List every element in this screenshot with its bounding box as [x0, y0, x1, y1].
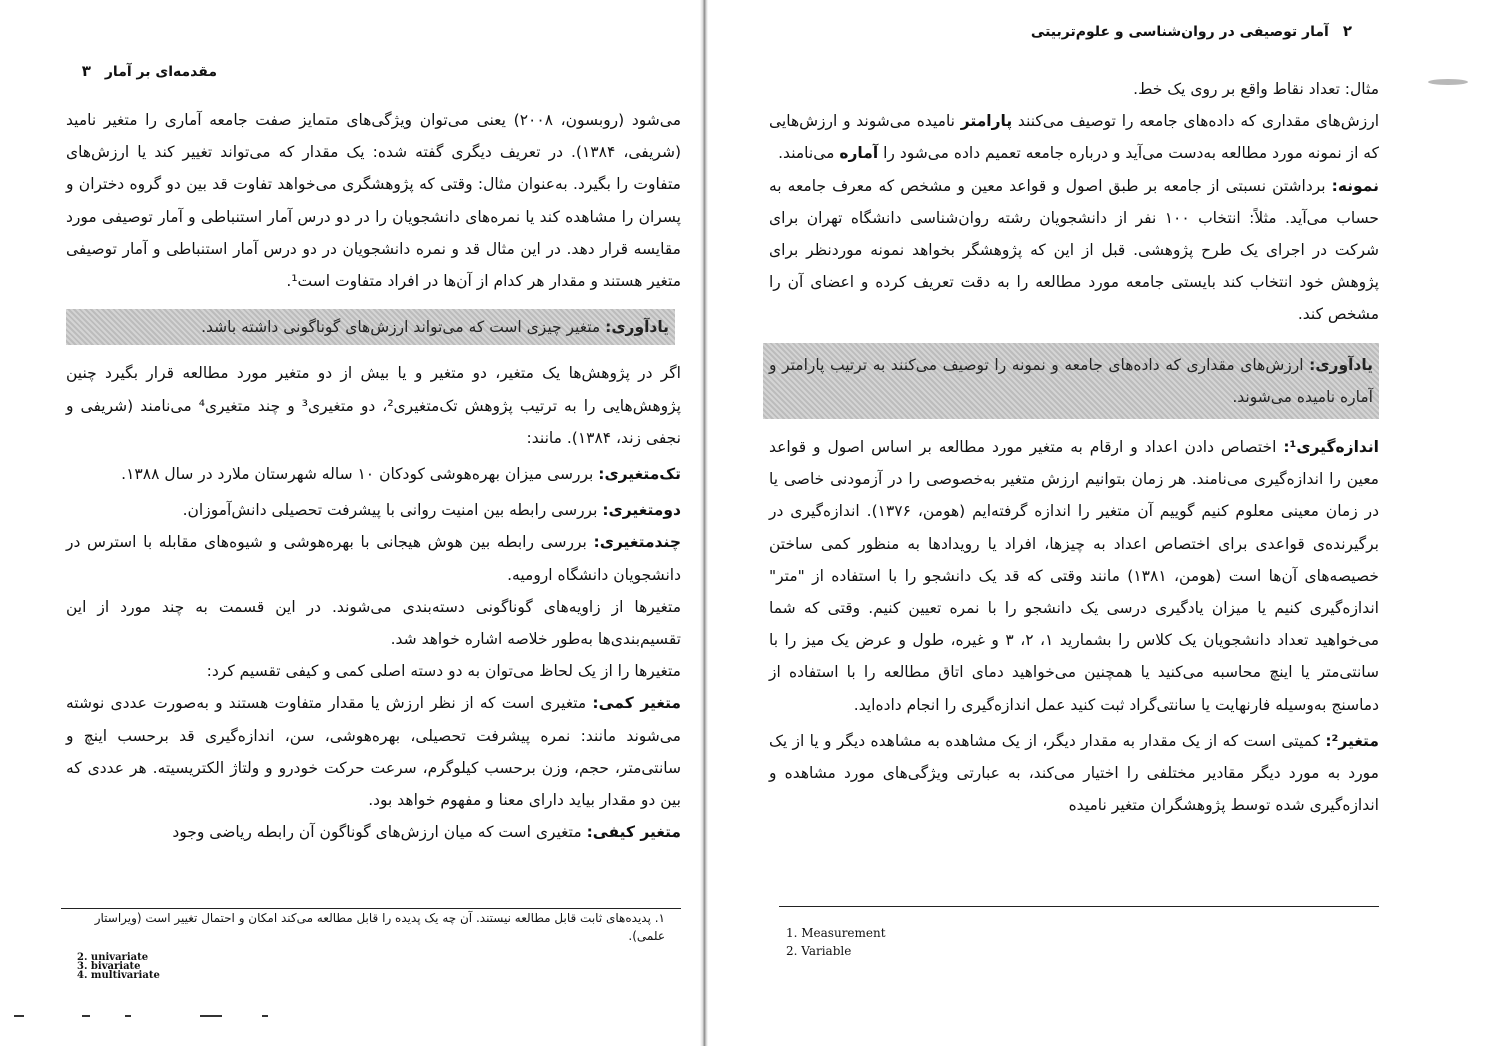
right-reminder-text: ارزش‌های مقداری که داده‌های جامعه و نمونه را توصیف می‌کنند به ترتیب پارامتر و آماره نامیده می‌شوند.	[769, 355, 1373, 406]
left-paragraph-angles: متغیرها از زاویه‌های گوناگونی دسته‌بندی می‌شوند. در این قسمت به چند مورد از این تقسیم‌بندی‌ها به‌طور خلاصه اشاره خواهد شد.	[66, 597, 681, 649]
multivariate-label: چندمتغیری:	[593, 533, 681, 552]
left-page-number: ۳	[81, 62, 91, 80]
right-page-number: ۲	[1342, 22, 1352, 40]
page-bottom-dash	[14, 1015, 24, 1017]
quantitative-item	[66, 687, 681, 816]
multivariate-text: بررسی رابطه بین هوش هیجانی با بهره‌هوشی و شیوه‌های مقابله با استرس در دانشجویان دانشگاه ارومیه.	[66, 533, 681, 584]
sample-label: نمونه:	[1331, 176, 1379, 195]
right-running-head	[1031, 22, 1352, 40]
footnote-measurement: 1. Measurement	[786, 926, 886, 940]
left-english-footnotes	[77, 953, 160, 980]
bivariate-label: دومتغیری:	[602, 501, 681, 520]
parameter-text-3: می‌نامند.	[778, 144, 840, 163]
example-line: مثال: تعداد نقاط واقع بر روی یک خط.	[1133, 80, 1379, 98]
left-running-head	[82, 62, 217, 80]
page-bottom-dash	[125, 1015, 131, 1017]
sample-text: برداشتن نسبتی از جامعه بر طبق اصول و قواعد معین و مشخص که معرف جامعه به حساب می‌آید. مثلاً: انتخاب ۱۰۰ نفر از دانشجویان رشته روان‌شناسی دانشگاه تهران برای شرکت در اجرای یک طرح پژوهشی. قبل از این که پژوهشگر بخواهد نمونه موردنظر برای پژوهش خود انتخاب کند بایستی جامعه مورد مطالعه را به دقت تعریف کرده و اعضای آن را مشخص کند.	[769, 176, 1380, 324]
right-page	[706, 0, 1487, 1046]
english-note-multivariate: 4. multivariate	[77, 970, 160, 981]
left-paragraph-1: می‌شود (روبسون، ۲۰۰۸) یعنی می‌توان ویژگی‌های متمایز صفت جامعه آماری را متغیر نامید (شریفی، ۱۳۸۴). در تعریف دیگری گفته شده: یک مقدار که می‌تواند تغییر کند یا ارزش‌های متفاوت را بگیرد. به‌عنوان مثال: وقتی که پژوهشگری می‌خواهد تفاوت قد بین دو گروه دختران و پسران را مشاهده کند یا نمره‌های دانشجویان را در دو درس آمار استنباطی و آمار توصیفی مورد مقایسه قرار دهد. در این مثال قد و نمره دانشجویان در دو درس آمار استنباطی و آمار توصیفی متغیر هستند و مقدار هر کدام از آن‌ها در افراد متفاوت است¹.	[66, 111, 681, 291]
quantitative-label: متغیر کمی:	[592, 694, 681, 713]
left-reminder-box	[66, 309, 675, 345]
left-paragraph-types: اگر در پژوهش‌ها یک متغیر، دو متغیر و یا بیش از دو متغیر مورد مطالعه قرار بگیرد چنین پژوهش‌هایی را به ترتیب پژوهش تک‌متغیری²، دو متغیری³ و چند متغیری⁴ می‌نامند (شریفی و نجفی زند، ۱۳۸۴). مانند:	[66, 364, 681, 447]
variable-paragraph	[769, 725, 1379, 822]
qualitative-item	[66, 816, 681, 848]
right-footnote-rule	[779, 906, 1379, 907]
right-footnotes	[786, 924, 1306, 960]
english-note-univariate: 2. univariate	[77, 952, 149, 963]
right-reminder-label: یادآوری:	[1309, 355, 1373, 374]
univariate-item	[66, 458, 681, 490]
parameter-paragraph	[769, 105, 1379, 169]
parameter-text-1: ارزش‌های مقداری که داده‌های جامعه را توصیف می‌کنند	[1012, 112, 1379, 131]
page-bottom-dash	[82, 1015, 90, 1017]
univariate-text: بررسی میزان بهره‌هوشی کودکان ۱۰ ساله شهرستان ملارد در سال ۱۳۸۸.	[121, 465, 599, 484]
english-note-bivariate: 3. bivariate	[77, 961, 141, 972]
measurement-text: اختصاص دادن اعداد و ارقام به متغیر مورد مطالعه بر اساس اصول و قواعد معین را اندازه‌گیری می‌نامند. هر زمان بتوانیم ارزش متغیر به‌خصوصی را در آزمودنی خاصی یا در زمان معینی معلوم کنیم گوییم آن متغیر را اندازه گرفته‌ایم (هومن، ۱۳۷۶). اندازه‌گیری در برگیرنده‌ی قواعدی برای اختصاص اعداد به چیزها، افراد یا رویدادها به منظور کمی ساختن خصیصه‌های آن‌ها است (هومن، ۱۳۸۱) مانند وقتی که قد یک دانشجو را با استفاده از "متر" اندازه‌گیری کنیم یا میزان یادگیری درسی یک دانشجو را با نمره تعیین کنیم. وقتی که شما می‌خواهید تعداد دانشجویان یک کلاس را بشمارید ۱، ۲، ۳ و غیره، طول و عرض یک میز را با سانتی‌متر یا اینچ محاسبه می‌کنید یا همچنین می‌خواهید دمای اتاق مطالعه را با استفاده از دماسنج به‌وسیله فارنهایت یا سانتی‌گراد ثبت کنید عمل اندازه‌گیری را انجام داده‌اید.	[769, 438, 1380, 714]
quantitative-text: متغیری است که از نظر ارزش یا مقدار متفاوت هستند و به‌صورت عددی نوشته می‌شوند مانند: نمره پیشرفت تحصیلی، بهره‌هوشی، سن، اندازه‌گیری قد برحسب اینچ و سانتی‌متر، حجم، وزن برحسب کیلوگرم، سرعت حرکت خودرو و ولتاژ الکتریسیته. هر عددی که بین دو مقدار بیاید دارای معنا و مفهوم خواهد بود.	[66, 694, 681, 810]
multivariate-item	[66, 526, 681, 590]
left-footnotes	[60, 909, 665, 945]
variable-label: متغیر²:	[1325, 731, 1379, 750]
right-reminder-box	[763, 343, 1379, 419]
bivariate-text: بررسی رابطه بین امنیت روانی با پیشرفت تحصیلی دانش‌آموزان.	[182, 501, 603, 520]
page-bottom-dash	[200, 1015, 222, 1017]
left-body-text	[66, 104, 681, 848]
page-bottom-dash	[262, 1015, 268, 1017]
sample-paragraph	[769, 170, 1379, 331]
measurement-label: اندازه‌گیری¹:	[1283, 438, 1379, 457]
qualitative-text: متغیری است که میان ارزش‌های گوناگون آن رابطه ریاضی وجود	[172, 823, 587, 842]
bivariate-item	[66, 494, 681, 526]
parameter-term: پارامتر	[960, 112, 1013, 131]
left-reminder-label: یادآوری:	[605, 318, 669, 337]
right-running-title: آمار توصیفی در روان‌شناسی و علوم‌تربیتی	[1030, 24, 1329, 40]
measurement-paragraph	[769, 431, 1379, 721]
footnote-variable: 2. Variable	[786, 944, 852, 958]
left-running-title: مقدمه‌ای بر آمار	[104, 64, 217, 80]
univariate-label: تک‌متغیری:	[598, 465, 681, 484]
left-paragraph-two-groups: متغیرها را از یک لحاظ می‌توان به دو دسته اصلی کمی و کیفی تقسیم کرد:	[206, 662, 681, 681]
qualitative-label: متغیر کیفی:	[586, 823, 681, 842]
parameter-text-2: نامیده می‌شوند و ارزش‌هایی که از نمونه مورد مطالعه به‌دست می‌آید و درباره جامعه تعمیم داده می‌شود را	[769, 112, 1379, 163]
statistic-term: آماره	[839, 144, 879, 163]
left-page	[0, 0, 705, 1046]
left-footnote-1: ۱. پدیده‌های ثابت قابل مطالعه نیستند. آن چه یک پدیده را قابل مطالعه می‌کند امکان و احتمال تغییر است (ویراستار علمی).	[94, 911, 665, 943]
left-reminder-text: متغیر چیزی است که می‌تواند ارزش‌های گوناگونی داشته باشد.	[201, 318, 606, 337]
variable-text: کمیتی است که از یک مقدار به مقدار دیگر، از یک مشاهده به مشاهده دیگر و یا از یک مورد به مورد دیگر مقادیر مختلفی را اختیار می‌کند، به عبارتی ویژگی‌های مورد مشاهده و اندازه‌گیری شده توسط پژوهشگران متغیر نامیده	[769, 731, 1379, 815]
right-body-text	[769, 73, 1379, 821]
